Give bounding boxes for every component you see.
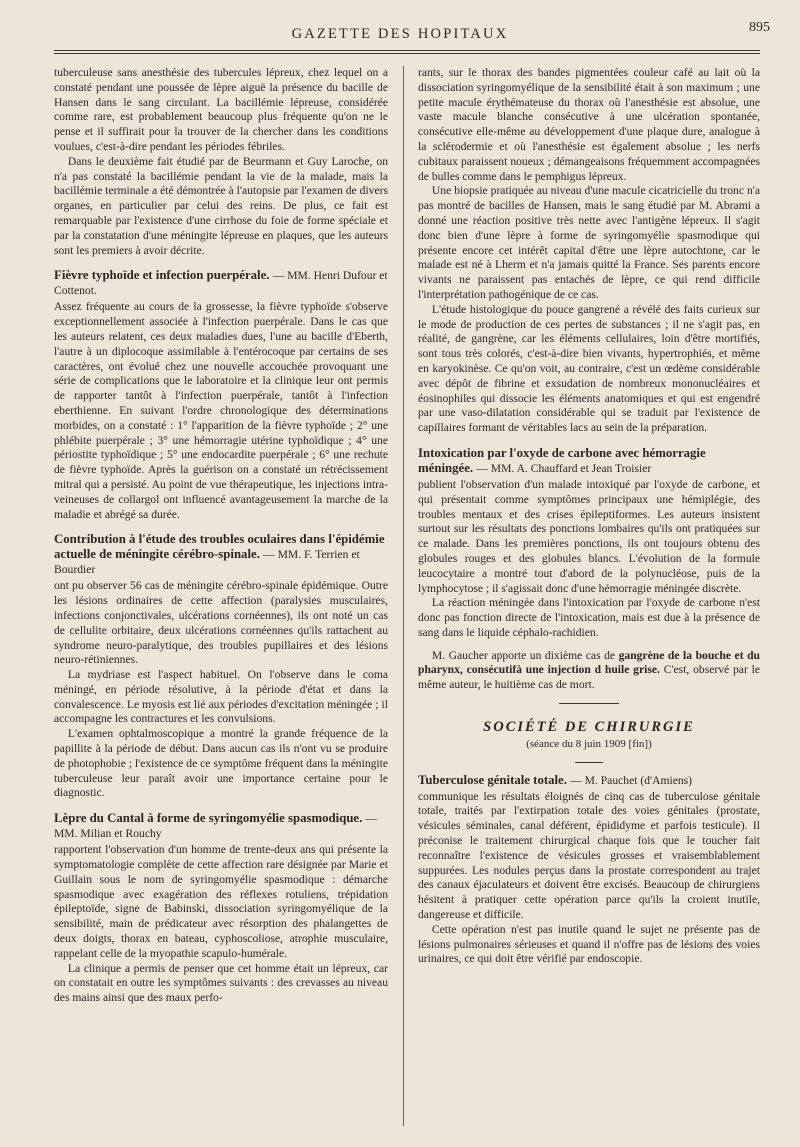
header-rule <box>54 50 760 51</box>
section-title: SOCIÉTÉ DE CHIRURGIE <box>483 719 695 736</box>
article-title: Intoxication par l'oxyde de carbone avec hémorragie méningée. <box>418 445 706 475</box>
article-heading <box>418 446 760 476</box>
page-number: 895 <box>749 20 770 35</box>
author-name: M. Gaucher <box>431 648 488 662</box>
paragraph: tuberculeuse sans anesthésie des tubercules lépreux, chez lequel on a constaté pendant une poussée de lèpre aiguë la présence du bacille de Hansen dans le sang circulant. La bacillémie lépreuse, considérée comme rare, est probablement beaucoup plus fréquente qu'on ne le pense et il suffirait pour la trouver de la chercher dans les conditions voulues, c'est-à-dire pendant les périodes fébriles. <box>54 66 388 153</box>
inline-bold-title: gangrène de la bouche et du pharynx, consécutifà une injection d huile grise. <box>418 648 760 677</box>
right-column <box>418 66 760 1141</box>
header-rule-double <box>54 53 760 54</box>
paragraph: Une biopsie pratiquée au niveau d'une macule cicatricielle du tronc n'a pas montré de bacilles de Hansen, mais le sang étudié par M. Abrami a donné une réaction positive très nette avec l'antigène lépreux. Il s'agit donc bien d'une lèpre à forme de syringomyélie spasmodique qui présente encore cet intérêt capital d'être une lèpre autochtone, car le malade est né à Lherm et n'a jamais quitté la France. Ses parents encore vivants ne paraissent pas entachés de lèpre, ce qui rend difficile l'interprétation pathogénique de ce cas. <box>418 184 760 301</box>
paragraph: Cette opération n'est pas inutile quand le sujet ne présente pas de lésions pulmonaires sérieuses et quand il n'offre pas de lésions des voies urinaires, ce qui doit être vérifié par endoscopie. <box>418 922 760 966</box>
article-authors: — MM. Henri Dufour et Cottenot. <box>54 269 388 298</box>
paragraph: La clinique a permis de penser que cet homme était un lépreux, car on constatait en outre les symptômes suivants : des crevasses au niveau des mains ainsi que des maux perfo- <box>54 961 388 1005</box>
paragraph: communique les résultats éloignés de cinq cas de tuberculose génitale totale, traités par l'extirpation totale des voies génitales (prostate, vésicules séminales, canal déférent, épididyme et parfois testicule). Il préconise le traitement chirurgical chaque fois que le toucher fait reconnaître l'existence de vésicules grosses et vraisemblablement suppurées. Les nodules perçus dans la prostate correspondent au trajet des canaux éjaculateurs et doivent être excisés. Beaucoup de chirurgiens hésitent à pratiquer cette opération parce qu'ils la croient inutile, dangereuse et difficile. <box>418 789 760 922</box>
article-heading <box>54 811 388 841</box>
article-authors: — MM. F. Terrien et Bourdier <box>54 548 360 577</box>
paragraph: L'examen ophtalmoscopique a montré la grande fréquence de la papillite à la période de début. Dans aucun cas ils n'ont vu se produire de photophobie ; l'existence de ce symptôme fréquent dans la méningite tuberculeuse leur paraît avoir une importance certaine pour le diagnostic. <box>54 727 388 800</box>
paragraph: Assez fréquente au cours de la grossesse, la fièvre typhoïde s'observe exceptionnellement associée à l'infection puerpérale. Dans le cas que les auteurs relatent, ces deux maladies dues, l'une au bacille d'Eberth, l'autre à un diplocoque assimilable à l'entérocoque par certains de ses caractères, ont évolué chez une nouvelle accouchée provoquant une série de complications que le laboratoire et la clinique leur ont permis de rapporter tantôt à l'infection puerpérale, tantôt à l'infection eberthienne. En suivant l'ordre chronologique des déterminations morbides, on a constaté : 1° l'apparition de la fièvre typhoïde ; 2° une phlébite puerpérale ; 3° une hémorragie utérine typhoïdique ; 4° une périostite typhoïdique ; 5° une endocardite puerpérale ; 6° une rechute de fièvre typhoïde. Après la guérison on a constaté un rétrécissement mitral qui a persisté. Au point de vue thérapeutique, les injections intra-veineuses de collargol ont influencé avantageusement la marche de la maladie et abrégé sa durée. <box>54 300 388 521</box>
separator-rule <box>559 703 619 704</box>
article-title: Fièvre typhoïde et infection puerpérale. <box>54 268 270 283</box>
article-heading <box>54 532 388 577</box>
page-header <box>0 0 800 52</box>
left-column <box>54 66 388 1141</box>
paragraph: La mydriase est l'aspect habituel. On l'observe dans le coma méningé, en période résolutive, à la période d'état et dans la convalescence. Le myosis est lié aux périodes d'excitation méningée ; il accompagne les contractures et les convulsions. <box>54 668 388 726</box>
article-heading <box>418 773 760 788</box>
column-divider <box>403 66 404 1126</box>
paragraph: L'étude histologique du pouce gangrené a révélé des faits curieux sur le mode de production de ces pertes de substances ; il ne s'agit pas, en réalité, de gangrène, car les éléments cellulaires, loin d'être mortifiés, sont tous très colorés, c'est-à-dire bien vivants, hypertrophiés, et même en karyokinèse. Ce qu'on voit, au contraire, c'est un œdème considérable avec dépôt de fibrine et exsudation de nombreux mononucléaires et éosinophiles qui dissocie les éléments anatomiques et qui est engendré par une vaso-dilatation considérable qui se traduit par l'existence de capillaires formant de véritables lacs au sein de la préparation. <box>418 302 760 435</box>
paragraph: Dans le deuxième fait étudié par de Beurmann et Guy Laroche, on n'a pas constaté la bacillémie pendant la vie de la malade, mais la bacillémie terminale a été démontrée à l'autopsie par l'examen de divers organes, en particulier par celui des reins. De plus, ce fait est remarquable par l'existence d'une cirrhose du foie de forme spéciale et par la constatation d'une méningite lépreuse en plaques, que les auteurs sont les premiers à avoir décrite. <box>54 154 388 257</box>
separator-rule-short <box>575 762 603 763</box>
article-authors: — M. Pauchet (d'Amiens) <box>570 773 693 787</box>
paragraph: La réaction méningée dans l'intoxication par l'oxyde de carbone n'est donc pas fonction directe de l'intoxication, mais est due à la présence de sang dans le liquide céphalo-rachidien. <box>418 596 760 639</box>
section-subtitle: (séance du 8 juin 1909 [fin]) <box>526 737 652 750</box>
article-authors: — MM. A. Chauffard et Jean Troisier <box>476 461 652 475</box>
article-title: Lèpre du Cantal à forme de syringomyélie spasmodique. <box>54 811 363 826</box>
inline-text: C'est, observé par le même auteur, le huitième cas de mort. <box>418 663 760 692</box>
paragraph: rants, sur le thorax des bandes pigmentées couleur café au lait où la dissociation syringomyélique de la sensibilité était à son maximum ; une petite macule érythémateuse du thorax où l'anesthésie est absolue, une vaste macule blanche consécutive à une ulcération spontanée, consécutive elle-même au développement d'une plaque dure, analogue à la sclérodermie et où l'anesthésie est également absolue ; les nerfs cubitaux paraissent noueux ; démangeaisons fréquemment accompagnées de bulles comme dans le pemphigus lépreux. <box>418 66 760 183</box>
inline-text: apporte un dixième cas de <box>491 648 616 662</box>
article-title: Tuberculose génitale totale. <box>418 772 567 787</box>
paragraph <box>418 649 760 693</box>
article-authors: — MM. Milian et Rouchy <box>54 812 378 841</box>
paragraph: publient l'observation d'un malade intoxiqué par l'oxyde de carbone, et qui présentait comme symptômes principaux une hémiplégie, des troubles mentaux et des crises épileptiformes. Les auteurs insistent surtout sur les résultats des ponctions lombaires qu'ils ont pratiquées sur ce malade. Dans les premières ponctions, ils ont toujours obtenu des globules rouges et des globules blancs. L'évolution de la formule leucocytaire a montré tout d'abord de la polynucléose, puis de la lymphocytose ; il s'agissait donc d'une hémorragie méningée discrète. <box>418 477 760 595</box>
article-heading <box>54 268 388 298</box>
running-title: GAZETTE DES HOPITAUX <box>291 26 509 42</box>
paragraph: rapportent l'observation d'un homme de trente-deux ans qui présente la symptomatologie complète de cette affection rare désignée par Marie et Guillain sous le nom de syringomyélie spasmodique : démarche spasmodique avec exagération des réflexes rotuliens, trépidation épileptoïde, signe de Babinski, dissociation syringomyélique de la sensibilité, main de prédicateur avec résorption des phalangettes de deux doigts, thorax en bateau, cyphoscoliose, atrophie musculaire, rappelant celle de la myopathie scapulo-humérale. <box>54 843 388 960</box>
article-title: Contribution à l'étude des troubles oculaires dans l'épidémie actuelle de méningite cérébro-spinale. <box>54 532 385 562</box>
paragraph: ont pu observer 56 cas de méningite cérébro-spinale épidémique. Outre les lésions ordinaires de cette affection (paralysies musculaires, infections conjonctivales, ulcérations cornéennes), ils ont noté un cas de cellulite orbitaire, deux ulcérations cornéennes qu'ils rattachent au syndrome neuro-paralytique, des troubles pupillaires et des lésions neuro-rétiniennes. <box>54 579 388 667</box>
